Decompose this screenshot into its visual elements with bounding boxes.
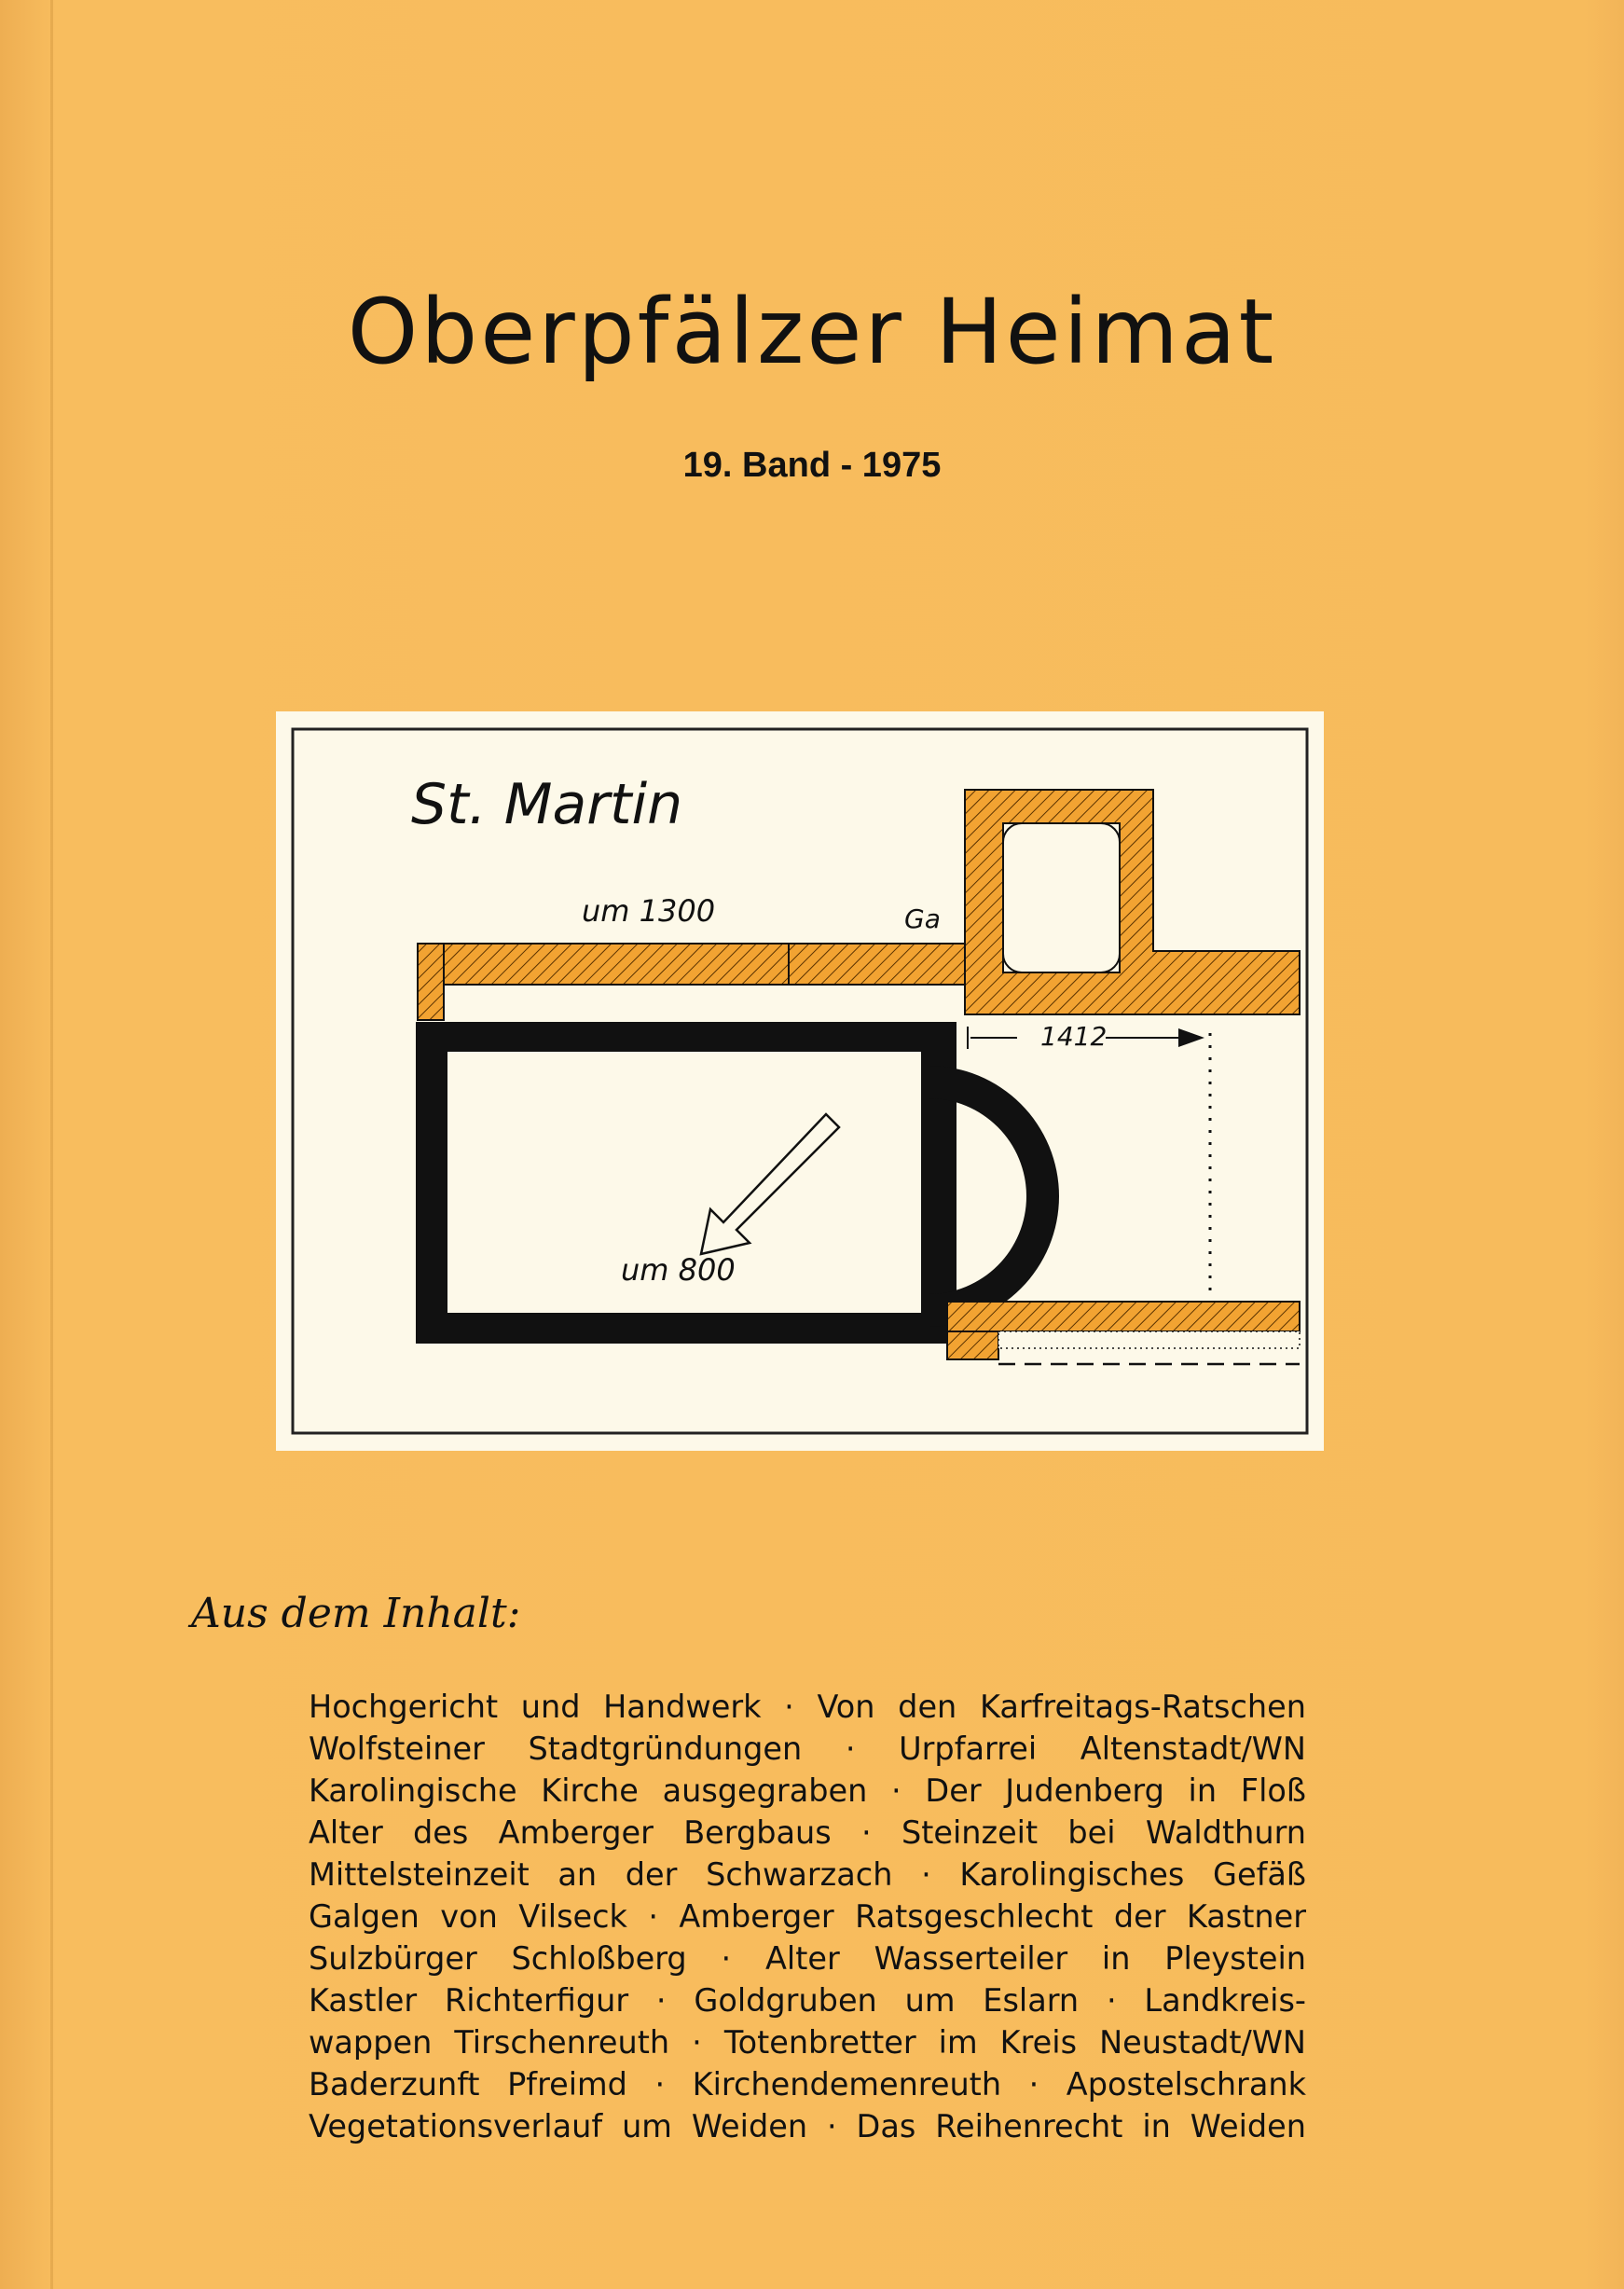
contents-list bbox=[309, 1686, 1306, 2147]
contents-line: Baderzunft Pfreimd · Kirchendemenreuth · Apostelschrank bbox=[309, 2066, 1306, 2103]
contents-line: Karolingische Kirche ausgegraben · Der Judenberg in Floß bbox=[309, 1772, 1306, 1809]
contents-heading: Aus dem Inhalt: bbox=[191, 1590, 521, 1637]
contents-line: Vegetationsverlauf um Weiden · Das Reihenrecht in Weiden bbox=[309, 2108, 1306, 2144]
tower-interior bbox=[1003, 823, 1120, 972]
nave-800 bbox=[416, 1022, 957, 1344]
wall-1300-left bbox=[418, 944, 444, 1020]
pointer-arrow-outline bbox=[701, 1114, 839, 1254]
label-ga: Ga bbox=[904, 903, 941, 934]
plan-title: St. Martin bbox=[411, 772, 683, 837]
wall-1300-top bbox=[418, 944, 789, 985]
volume-year: 19. Band - 1975 bbox=[682, 446, 942, 485]
contents-line: Kastler Richterfigur · Goldgruben um Eslarn · Landkreis- bbox=[309, 1982, 1306, 2019]
book-title: Oberpfälzer Heimat bbox=[347, 280, 1277, 384]
apse-pillar-bottom bbox=[921, 1234, 957, 1282]
contents-line: Mittelsteinzeit an der Schwarzach · Karolingisches Gefäß bbox=[309, 1856, 1306, 1893]
contents-line: Wolfsteiner Stadtgründungen · Urpfarrei Altenstadt/WN bbox=[309, 1731, 1306, 1767]
floor-plan-illustration bbox=[276, 711, 1324, 1451]
contents-line: Alter des Amberger Bergbaus · Steinzeit bei Waldthurn bbox=[309, 1814, 1306, 1851]
wall-lower-right bbox=[947, 1302, 1300, 1331]
wall-lower-corner bbox=[947, 1331, 998, 1359]
apse-pillar-top bbox=[921, 1103, 957, 1151]
dotted-strip bbox=[998, 1331, 1300, 1348]
contents-line: Sulzbürger Schloßberg · Alter Wasserteiler in Pleystein bbox=[309, 1940, 1306, 1977]
label-um-1300: um 1300 bbox=[582, 893, 716, 929]
contents-line: Galgen von Vilseck · Amberger Ratsgeschlecht der Kastner bbox=[309, 1898, 1306, 1935]
label-um-800: um 800 bbox=[621, 1252, 736, 1288]
contents-line: wappen Tirschenreuth · Totenbretter im Kreis Neustadt/WN bbox=[309, 2024, 1306, 2061]
label-1412: 1412 bbox=[1040, 1021, 1108, 1052]
contents-line: Hochgericht und Handwerk · Von den Karfreitags-Ratschen bbox=[309, 1689, 1306, 1725]
wall-connector bbox=[789, 944, 965, 985]
